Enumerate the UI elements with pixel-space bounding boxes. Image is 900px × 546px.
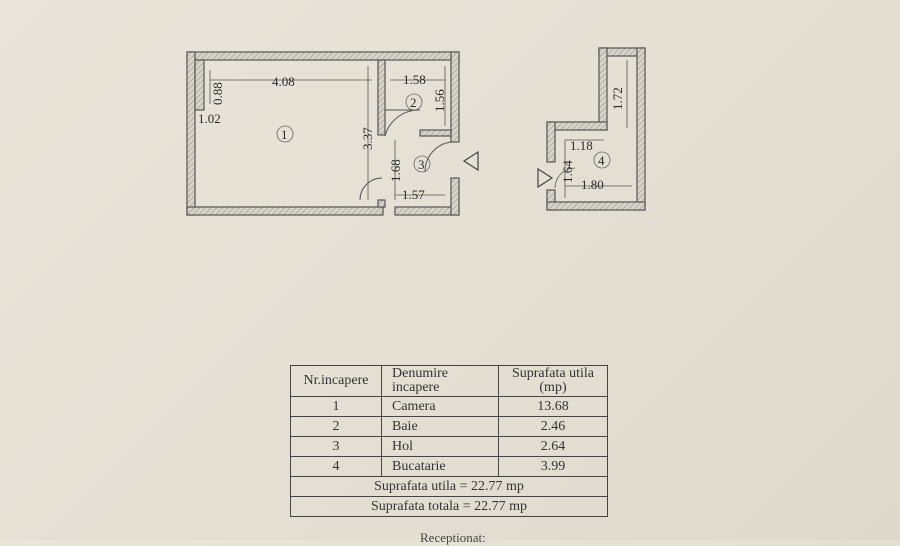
dim-hall-width: 1.57 (402, 187, 425, 202)
dim-inner-height: 1.64 (560, 160, 575, 183)
dim-bath-height: 1.56 (432, 89, 447, 112)
dim-left-offset: 1.02 (198, 111, 221, 126)
header-denumire (382, 366, 499, 397)
entry-arrow-left (464, 152, 478, 170)
row-area: 2.64 (499, 437, 608, 457)
header-denumire-line1: Denumire (392, 366, 448, 381)
header-suprafata (499, 366, 608, 397)
row-name: Camera (382, 397, 499, 417)
total-totala: Suprafata totala = 22.77 mp (291, 497, 608, 517)
row-nr: 1 (291, 397, 382, 417)
total-totala-row (291, 497, 608, 517)
dim-bath-width: 1.58 (403, 72, 426, 87)
room-number-2: 2 (410, 95, 417, 110)
dim-hall-height: 1.68 (388, 159, 403, 182)
header-suprafata-line1: Suprafata utila (511, 366, 595, 381)
table-row (291, 457, 608, 477)
dim-bottom-width: 1.80 (581, 177, 604, 192)
total-utila-row (291, 477, 608, 497)
room-number-4: 4 (598, 153, 605, 168)
row-area: 2.46 (499, 417, 608, 437)
table-row (291, 397, 608, 417)
room-number-1: 1 (281, 127, 288, 142)
row-nr: 4 (291, 457, 382, 477)
table-row (291, 417, 608, 437)
header-denumire-line2: incapere (392, 380, 440, 395)
header-nr: Nr.incapere (291, 366, 382, 397)
header-suprafata-line2: (mp) (539, 380, 567, 395)
row-name: Bucatarie (382, 457, 499, 477)
table-header-row (291, 366, 608, 397)
receptionat-label: Receptionat: (420, 530, 486, 545)
entry-arrow-right (538, 169, 552, 187)
room-number-3: 3 (418, 157, 425, 172)
row-name: Baie (382, 417, 499, 437)
row-nr: 3 (291, 437, 382, 457)
table-row (291, 437, 608, 457)
rooms-table (290, 365, 608, 517)
dim-left-small: 0.88 (210, 82, 225, 105)
row-area: 3.99 (499, 457, 608, 477)
dim-room1-height: 3.37 (360, 127, 375, 150)
row-nr: 2 (291, 417, 382, 437)
total-utila: Suprafata utila = 22.77 mp (291, 477, 608, 497)
row-name: Hol (382, 437, 499, 457)
dim-inner-width: 1.18 (570, 138, 593, 153)
dim-top-height: 1.72 (610, 87, 625, 110)
dim-room1-width: 4.08 (272, 74, 295, 89)
row-area: 13.68 (499, 397, 608, 417)
